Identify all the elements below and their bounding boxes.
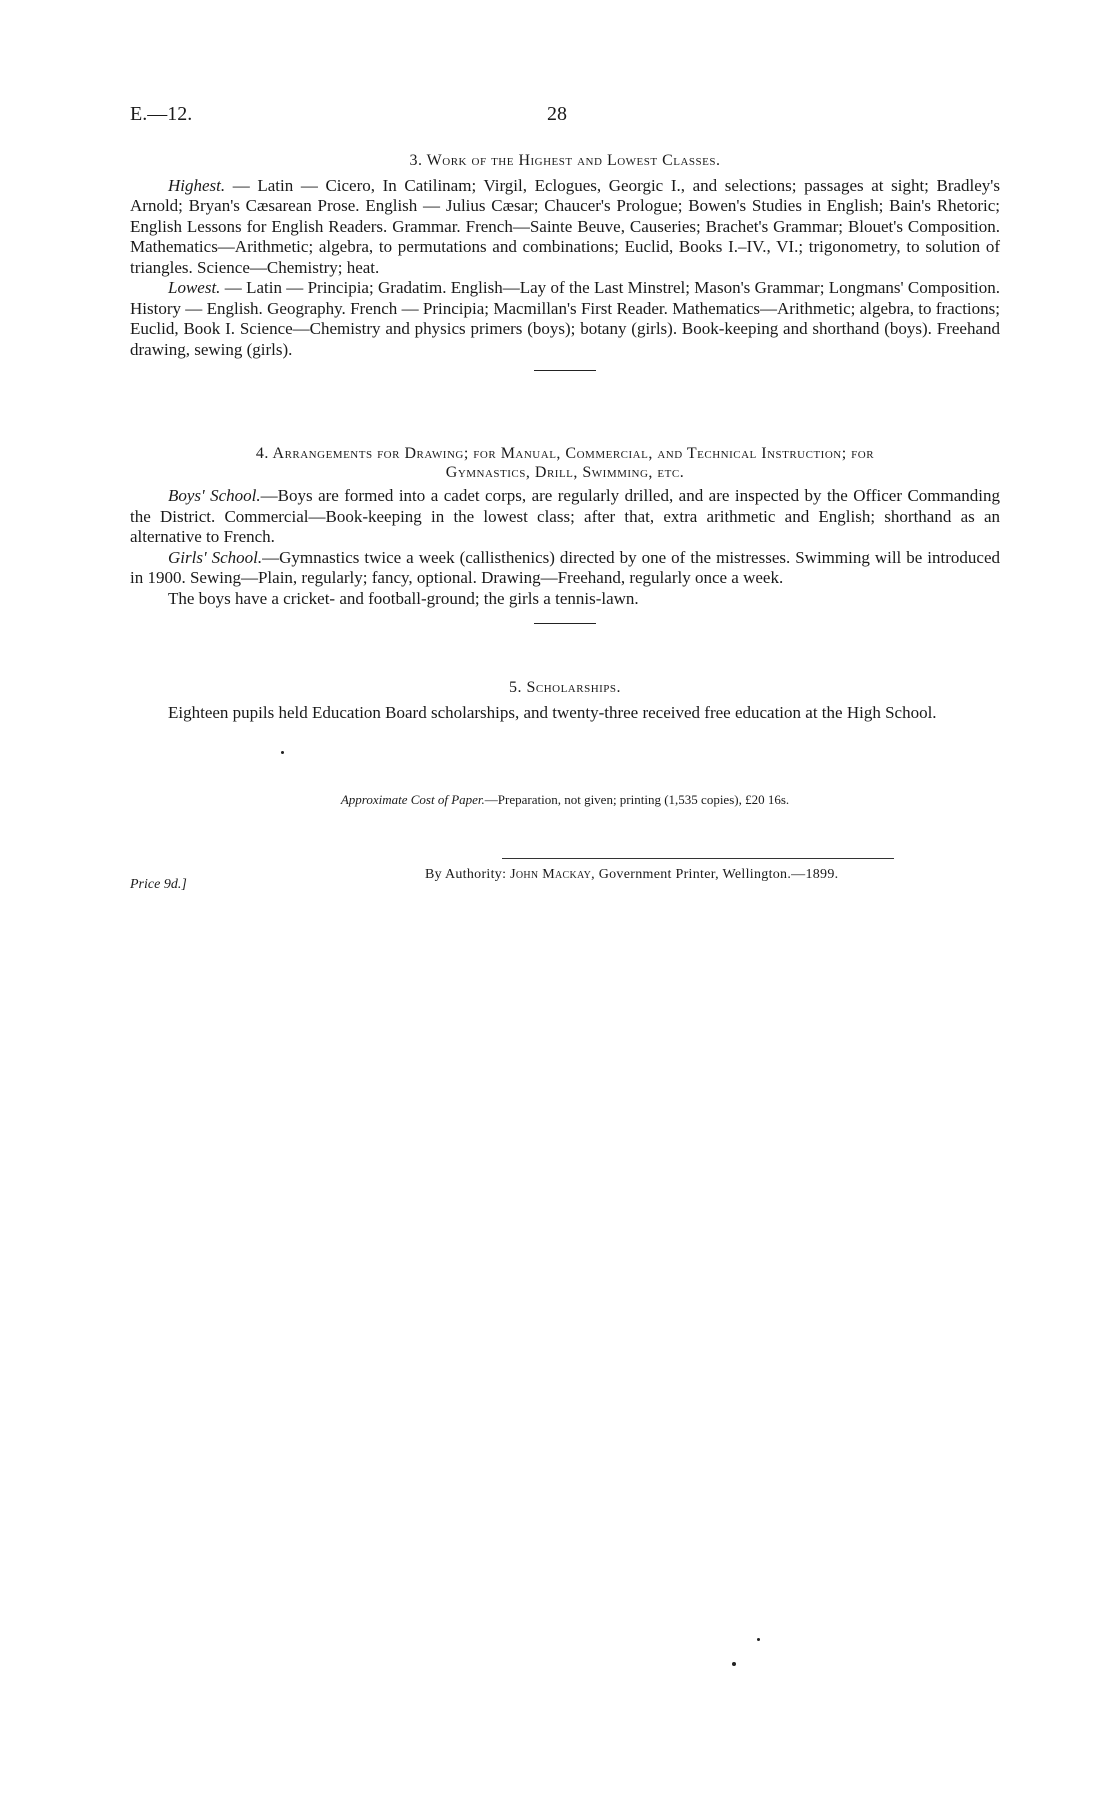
lowest-label: Lowest. bbox=[168, 278, 221, 297]
imprint bbox=[130, 858, 1000, 898]
authority-prefix: By Authority: bbox=[425, 867, 507, 882]
section-4-title-line-2: Gymnastics, Drill, Swimming, etc. bbox=[445, 464, 685, 481]
grounds-paragraph: The boys have a cricket- and football-ground; the girls a tennis-lawn. bbox=[168, 588, 639, 608]
section-5 bbox=[130, 678, 1000, 723]
boys-school-label: Boys' School. bbox=[168, 486, 261, 505]
cost-label: Approximate Cost of Paper. bbox=[340, 792, 485, 807]
boys-school-paragraph bbox=[130, 486, 1000, 548]
ink-speck bbox=[281, 751, 284, 754]
cost-of-paper-note bbox=[130, 790, 1000, 811]
page-number: 28 bbox=[547, 103, 567, 125]
section-5-title: 5. Scholarships. bbox=[508, 679, 622, 696]
authority-suffix: , Government Printer, Wellington.—1899. bbox=[591, 867, 839, 882]
highest-text: — Latin — Cicero, In Catilinam; Virgil, Eclogues, Georgic I., and selections; passages at sight; Bradley's Arnold; Bryan's Cæsarean Prose. English — Julius Cæsar; Chaucer's Prologue; Bowen's Studies in English; Bain's Rhetoric; English Lessons for English Readers. Grammar. French—Sainte Beuve, Causeries; Brachet's Grammar; Blouet's Composition. Mathematics—Arithmetic; algebra, to permutations and combinations; Euclid, Books I.–IV., VI.; trigonometry, to solution of triangles. Science—Chemistry; heat. bbox=[130, 175, 1000, 277]
ink-speck bbox=[732, 1662, 736, 1666]
cost-text: —Preparation, not given; printing (1,535 copies), £20 16s. bbox=[484, 792, 790, 807]
ink-speck bbox=[757, 1638, 760, 1641]
girls-school-text: —Gymnastics twice a week (callisthenics) directed by one of the mistresses. Swimming will be introduced in 1900. Sewing—Plain, regularly; fancy, optional. Drawing—Freehand, regularly once a week. bbox=[130, 547, 1001, 587]
scholarships-paragraph: Eighteen pupils held Education Board scholarships, and twenty-three received free education at the High School. bbox=[168, 702, 937, 722]
girls-school-label: Girls' School. bbox=[168, 547, 263, 567]
imprint-rule bbox=[502, 858, 894, 859]
page-header bbox=[130, 103, 984, 133]
section-4 bbox=[130, 444, 1000, 624]
document-reference: E.—12. bbox=[130, 103, 193, 125]
section-4-title bbox=[130, 444, 1000, 482]
section-4-title-line-1: 4. Arrangements for Drawing; for Manual, Commercial, and Technical Instruction; for bbox=[255, 445, 875, 462]
authority-line bbox=[425, 867, 838, 883]
lowest-paragraph bbox=[130, 278, 1000, 360]
boys-school-text: —Boys are formed into a cadet corps, are regularly drilled, and are inspected by the Officer Commanding the District. Commercial—Book-keeping in the lowest class; after that, extra arithmetic and English; shorthand as an alternative to French. bbox=[130, 486, 1000, 546]
section-divider bbox=[534, 370, 596, 371]
highest-label: Highest. bbox=[168, 175, 226, 195]
section-3-title: 3. Work of the Highest and Lowest Classes. bbox=[409, 152, 721, 169]
price: Price 9d.] bbox=[130, 877, 187, 892]
section-divider bbox=[534, 623, 596, 624]
printer-name: John Mackay bbox=[510, 867, 592, 882]
section-3 bbox=[130, 151, 1000, 371]
girls-school-paragraph bbox=[130, 548, 1000, 589]
highest-paragraph bbox=[130, 176, 1000, 279]
lowest-text: — Latin — Principia; Gradatim. English—Lay of the Last Minstrel; Mason's Grammar; Longmans' Composition. History — English. Geography. French — Principia; Macmillan's First Reader. Mathematics—Arithmetic; algebra, to fractions; Euclid, Book I. Science—Chemistry and physics primers (boys); botany (girls). Book-keeping and shorthand (boys). Freehand drawing, sewing (girls). bbox=[130, 278, 1000, 359]
